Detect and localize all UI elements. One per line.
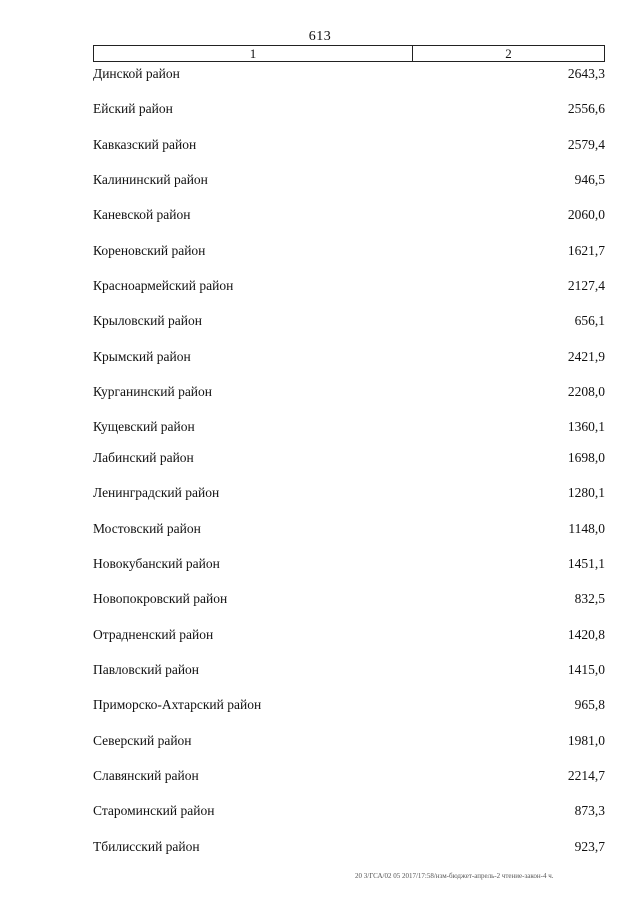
district-name: Северский район <box>93 733 192 748</box>
district-name: Мостовский район <box>93 521 201 536</box>
table-row <box>93 730 605 752</box>
page-number: 613 <box>308 29 332 44</box>
district-value: 2060,0 <box>567 207 605 222</box>
district-value: 2556,6 <box>567 101 605 116</box>
district-name: Крымский район <box>93 349 191 364</box>
table-row <box>93 416 605 438</box>
table-header <box>93 45 605 62</box>
table-row <box>93 63 605 85</box>
district-value: 1360,1 <box>567 419 605 434</box>
table-row <box>93 800 605 822</box>
district-name: Ейский район <box>93 101 173 116</box>
table-row <box>93 553 605 575</box>
district-name: Кавказский район <box>93 137 197 152</box>
district-value: 1148,0 <box>568 521 605 536</box>
district-name: Новопокровский район <box>93 591 228 606</box>
district-name: Крыловский район <box>93 313 202 328</box>
table-row <box>93 659 605 681</box>
table-row <box>93 518 605 540</box>
district-name: Тбилисский район <box>93 839 200 854</box>
table-row <box>93 204 605 226</box>
district-name: Кущевский район <box>93 419 195 434</box>
table-row <box>93 134 605 156</box>
table-row <box>93 447 605 469</box>
district-value: 2208,0 <box>567 384 605 399</box>
district-name: Ленинградский район <box>93 485 220 500</box>
district-value: 2643,3 <box>567 66 605 81</box>
district-name: Павловский район <box>93 662 200 677</box>
table-row <box>93 169 605 191</box>
table-row <box>93 482 605 504</box>
district-value: 1415,0 <box>567 662 605 677</box>
district-value: 2214,7 <box>567 768 605 783</box>
table-row <box>93 381 605 403</box>
district-value: 1621,7 <box>567 243 605 258</box>
table-row <box>93 694 605 716</box>
district-name: Кореновский район <box>93 243 206 258</box>
table-row <box>93 836 605 858</box>
district-name: Красноармейский район <box>93 278 234 293</box>
district-value: 873,3 <box>574 803 605 818</box>
table-row <box>93 240 605 262</box>
district-name: Курганинский район <box>93 384 213 399</box>
district-value: 2127,4 <box>567 278 605 293</box>
table-row <box>93 98 605 120</box>
district-value: 923,7 <box>574 839 605 854</box>
district-value: 832,5 <box>574 591 605 606</box>
district-name: Приморско-Ахтарский район <box>93 697 262 712</box>
district-value: 1698,0 <box>567 450 605 465</box>
column-header-2: 2 <box>505 46 512 61</box>
district-name: Каневской район <box>93 207 191 222</box>
district-name: Новокубанский район <box>93 556 220 571</box>
district-name: Лабинский район <box>93 450 194 465</box>
document-footer: 20 3/ГСА/02 05 2017/17:58/нзм-бюджет-апрель-2 чтение-закон-4 ч. <box>355 872 554 880</box>
district-value: 946,5 <box>574 172 605 187</box>
table-row <box>93 275 605 297</box>
district-name: Славянский район <box>93 768 199 783</box>
district-value: 1451,1 <box>567 556 605 571</box>
district-name: Отрадненский район <box>93 627 214 642</box>
district-value: 965,8 <box>574 697 605 712</box>
table-row <box>93 624 605 646</box>
table-row <box>93 765 605 787</box>
table-row <box>93 588 605 610</box>
district-name: Староминский район <box>93 803 215 818</box>
table-row <box>93 310 605 332</box>
table-row <box>93 346 605 368</box>
district-value: 2579,4 <box>567 137 605 152</box>
district-name: Динской район <box>93 66 180 81</box>
district-value: 656,1 <box>574 313 605 328</box>
column-header-1: 1 <box>94 46 413 61</box>
district-value: 2421,9 <box>567 349 605 364</box>
district-value: 1420,8 <box>567 627 605 642</box>
district-value: 1981,0 <box>567 733 605 748</box>
district-name: Калининский район <box>93 172 208 187</box>
district-value: 1280,1 <box>567 485 605 500</box>
